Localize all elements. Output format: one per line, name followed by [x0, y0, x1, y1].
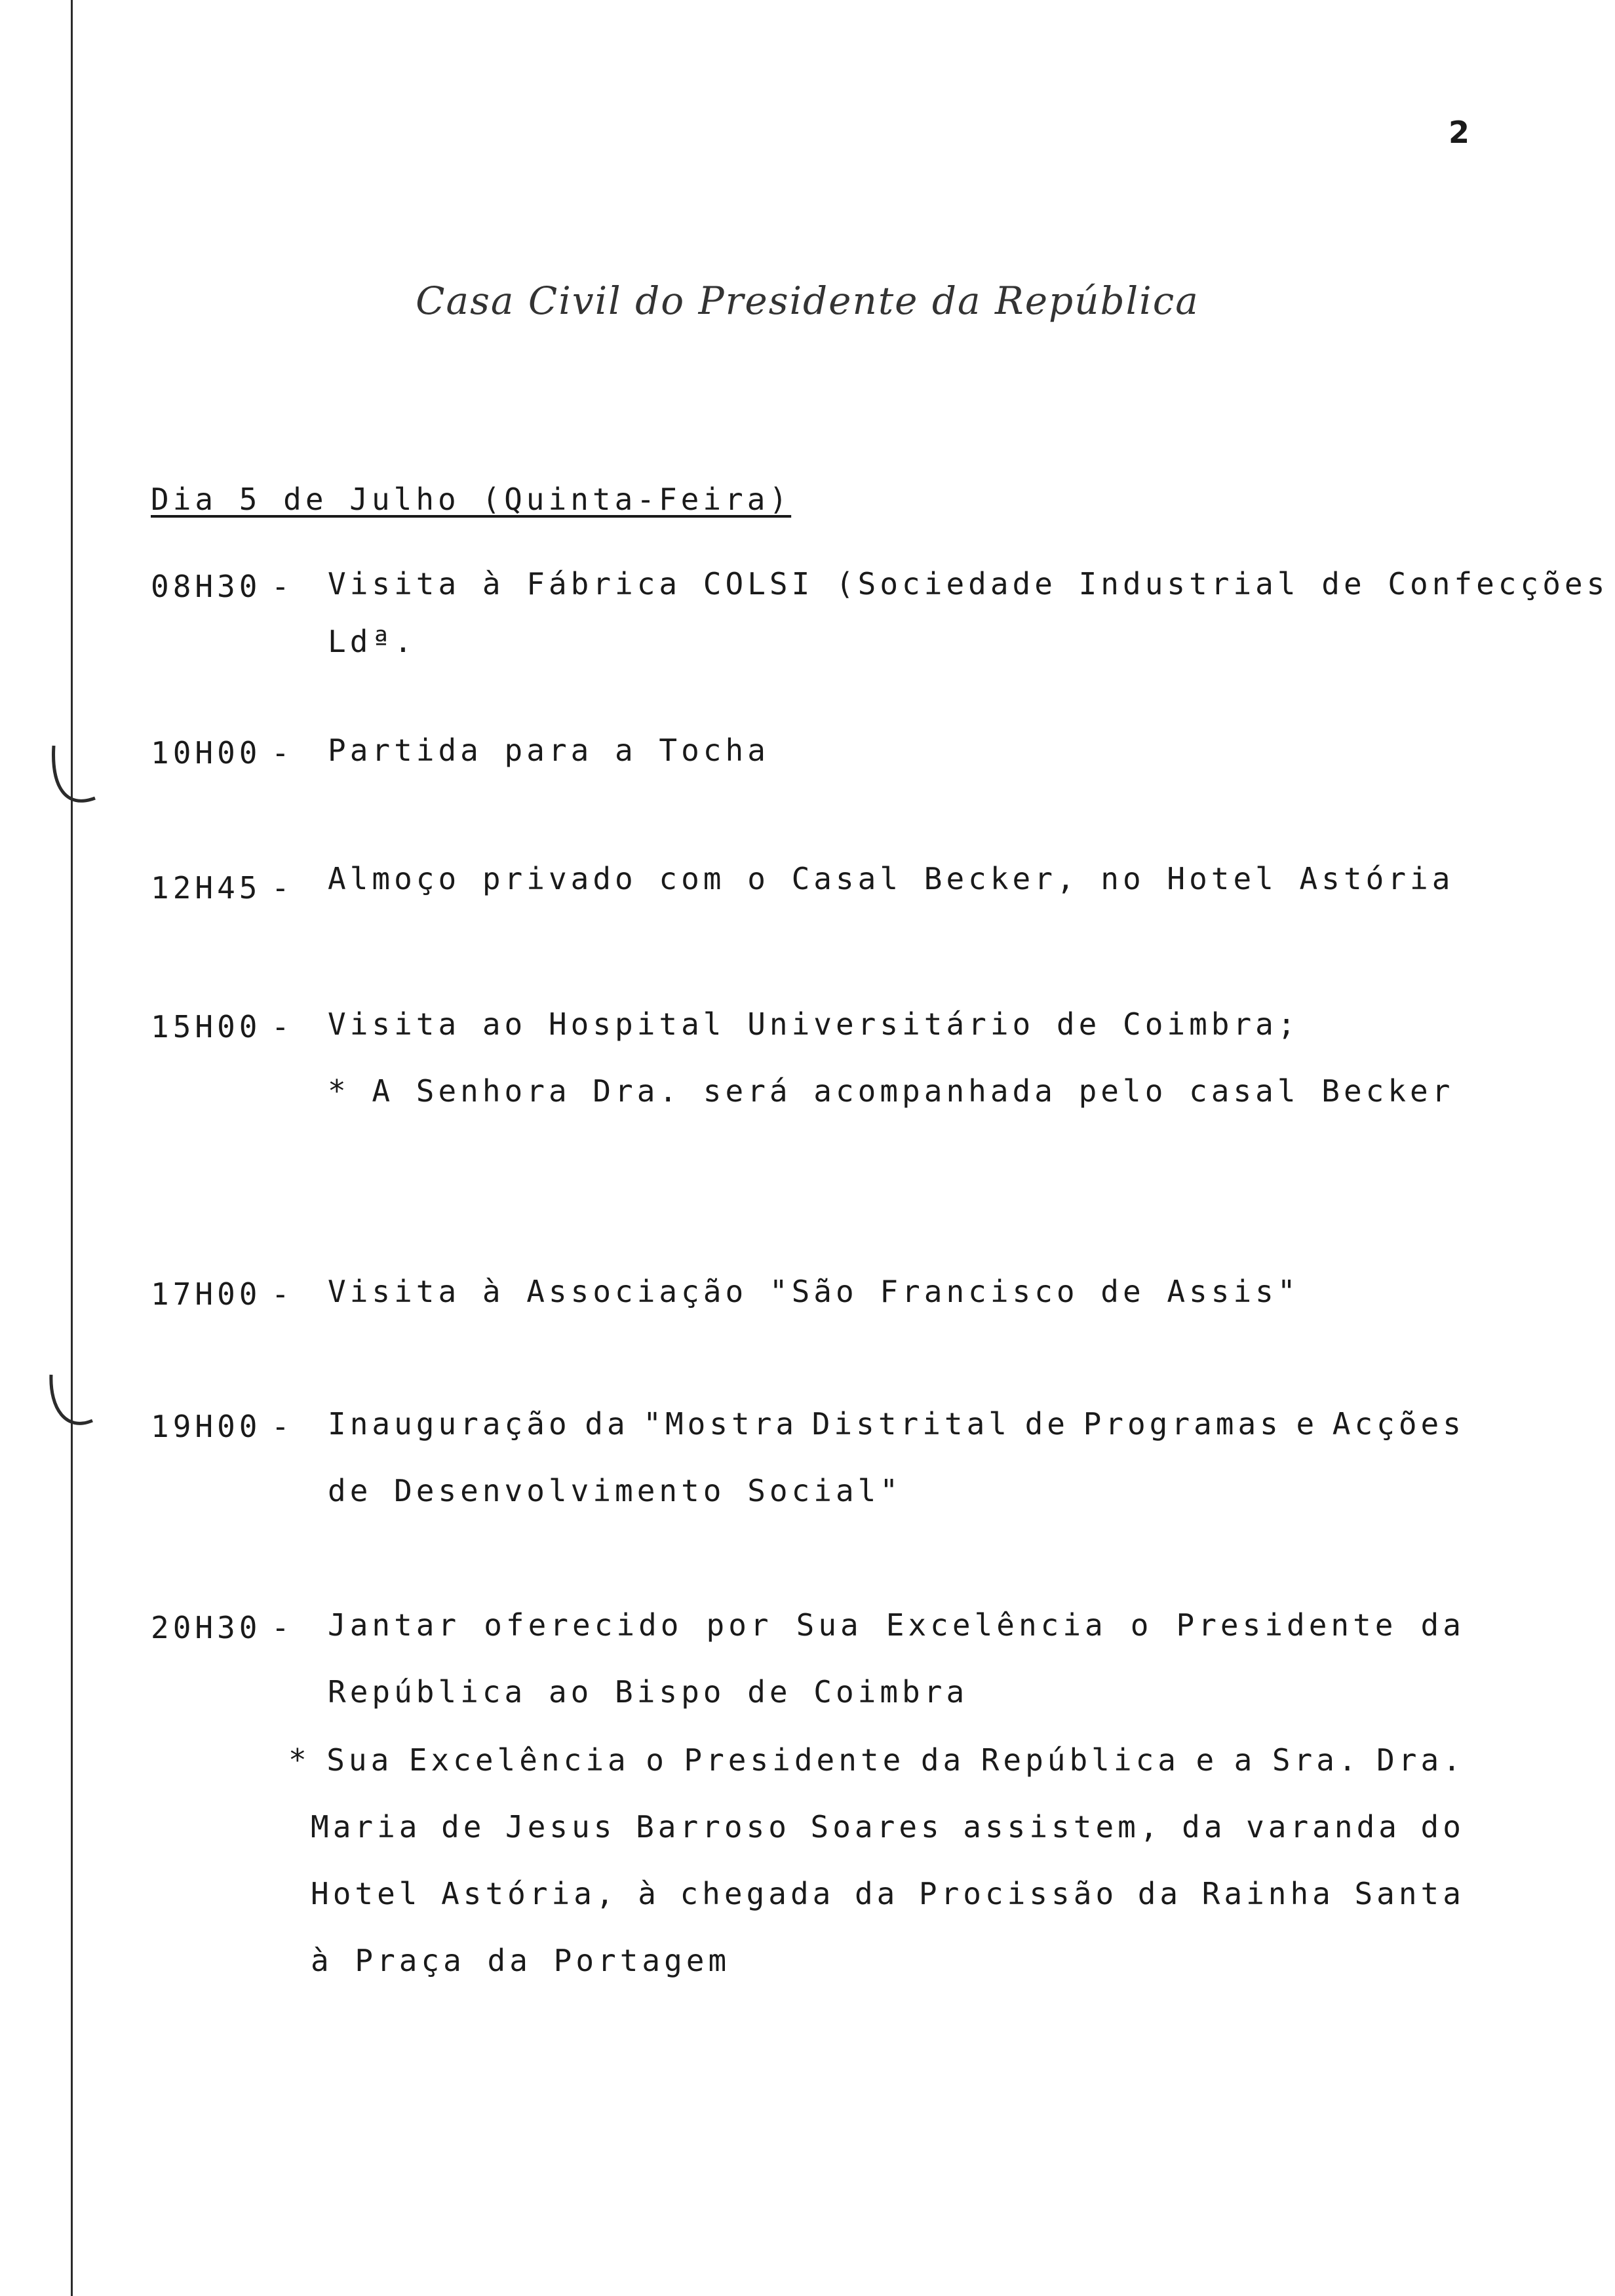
- word: de: [441, 1809, 486, 1845]
- entry-description-line: [328, 1592, 1465, 1658]
- word: Jantar: [328, 1607, 461, 1643]
- word: a: [1234, 1742, 1256, 1778]
- entry-note-line: * A Senhora Dra. será acompanhada pelo casal Becker: [328, 1073, 1454, 1109]
- word: *: [288, 1742, 311, 1778]
- word: Dra.: [1376, 1742, 1465, 1778]
- entry-description: [328, 1592, 1465, 1725]
- entry-description-line: Visita ao Hospital Universitário de Coimbra;: [328, 1006, 1300, 1042]
- entry-time: 19H00: [151, 1409, 262, 1444]
- word: Distrital: [811, 1406, 1011, 1442]
- word: Sra.: [1272, 1742, 1361, 1778]
- word: varanda: [1246, 1809, 1401, 1845]
- word: à: [638, 1876, 660, 1911]
- entry-time: 20H30: [151, 1610, 262, 1645]
- entry-time: 17H00: [151, 1276, 262, 1312]
- entry-description-line: Partida para a Tocha: [328, 733, 769, 768]
- word: chegada: [680, 1876, 835, 1911]
- word: Sua: [326, 1742, 393, 1778]
- word: Maria: [311, 1809, 421, 1845]
- letterhead: Casa Civil do Presidente da República: [416, 278, 1199, 323]
- word: Procissão: [918, 1876, 1118, 1911]
- entry-separator: -: [271, 569, 294, 604]
- word: e: [1196, 1742, 1218, 1778]
- word: oferecido: [484, 1607, 683, 1643]
- hole-punch-mark-top: [46, 740, 98, 819]
- word: Jesus: [505, 1809, 616, 1845]
- word: Soares: [810, 1809, 943, 1845]
- entry-description-line: de Desenvolvimento Social": [328, 1473, 903, 1508]
- word: e: [1296, 1406, 1319, 1442]
- entry-separator: -: [271, 1276, 294, 1312]
- entry-note-line: [288, 1793, 1465, 1860]
- entry-note-line: [288, 1860, 1465, 1927]
- entry-description: [328, 1390, 1465, 1524]
- word: do: [1420, 1809, 1465, 1845]
- word: Acções: [1332, 1406, 1465, 1442]
- word: de: [1024, 1406, 1069, 1442]
- entry-time: 12H45: [151, 870, 262, 906]
- word: por: [706, 1607, 773, 1643]
- entry-description-line: Visita à Associação "São Francisco de Assis": [328, 1274, 1300, 1309]
- binding-margin-line: [71, 0, 73, 2296]
- entry-note: [288, 1727, 1465, 1994]
- word: da: [1420, 1607, 1465, 1643]
- word: Presidente: [684, 1742, 905, 1778]
- word: da: [854, 1876, 899, 1911]
- word: Excelência: [885, 1607, 1107, 1643]
- entry-note-line: à Praça da Portagem: [311, 1943, 731, 1978]
- word: Inauguração: [328, 1406, 571, 1442]
- entry-description-line: República ao Bispo de Coimbra: [328, 1674, 969, 1710]
- entry-separator: -: [271, 1610, 294, 1645]
- word: Astória,: [441, 1876, 618, 1911]
- hole-punch-mark-bottom: [43, 1369, 96, 1448]
- word: Sua: [796, 1607, 863, 1643]
- word: da: [920, 1742, 965, 1778]
- entry-description: [328, 717, 769, 784]
- entry-note-line: [288, 1727, 1465, 1793]
- entry-description: [328, 845, 1454, 912]
- entry-description-line: Almoço privado com o Casal Becker, no Hotel Astória: [328, 861, 1454, 896]
- word: Programas: [1083, 1406, 1282, 1442]
- word: o: [646, 1742, 668, 1778]
- word: o: [1130, 1607, 1153, 1643]
- entry-description-line: [328, 1390, 1465, 1457]
- word: Rainha: [1201, 1876, 1334, 1911]
- word: da: [1137, 1876, 1182, 1911]
- day-heading: Dia 5 de Julho (Quinta-Feira): [151, 482, 792, 517]
- entry-time: 10H00: [151, 735, 262, 771]
- word: Presidente: [1176, 1607, 1397, 1643]
- word: Hotel: [311, 1876, 421, 1911]
- word: Santa: [1354, 1876, 1465, 1911]
- entry-time: 15H00: [151, 1009, 262, 1044]
- entry-description: [328, 991, 1300, 1058]
- word: Barroso: [636, 1809, 790, 1845]
- entry-note: [328, 1058, 1454, 1124]
- word: "Mostra: [643, 1406, 798, 1442]
- word: Excelência: [408, 1742, 630, 1778]
- word: da: [585, 1406, 629, 1442]
- entry-description-line: Ldª.: [328, 624, 416, 659]
- word: da: [1182, 1809, 1226, 1845]
- entry-separator: -: [271, 870, 294, 906]
- entry-separator: -: [271, 735, 294, 771]
- entry-time: 08H30: [151, 569, 262, 604]
- word: assistem,: [963, 1809, 1162, 1845]
- entry-separator: -: [271, 1009, 294, 1044]
- entry-description: [328, 555, 1608, 670]
- entry-separator: -: [271, 1409, 294, 1444]
- entry-description-line: Visita à Fábrica COLSI (Sociedade Industrial de Confecções: [328, 566, 1609, 602]
- word: República: [981, 1742, 1180, 1778]
- entry-description: [328, 1258, 1300, 1325]
- page-number: 2: [1449, 115, 1470, 150]
